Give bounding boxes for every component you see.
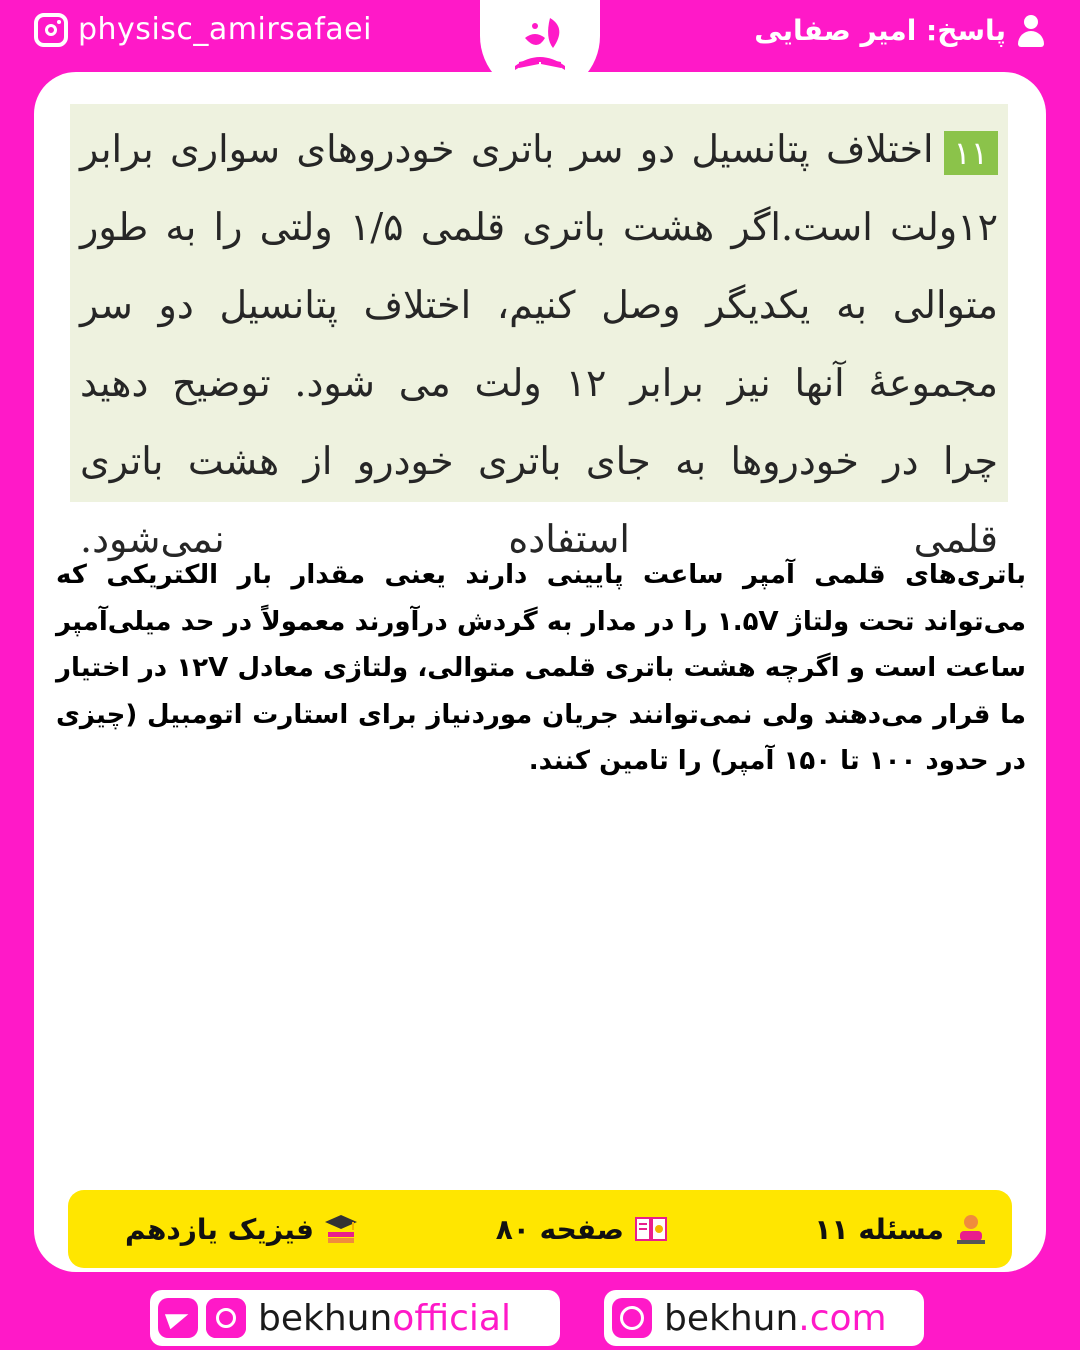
book-label: فیزیک یازدهم [125, 1212, 314, 1246]
answer-author-label: پاسخ: امیر صفایی [754, 14, 1006, 47]
user-icon [1016, 15, 1046, 47]
instagram-icon [206, 1298, 246, 1338]
logo [480, 0, 600, 96]
bottom-links [0, 1290, 1080, 1346]
social-handle: bekhunofficial [258, 1297, 511, 1339]
question-number: ۱۱ [944, 131, 998, 175]
problem-number [814, 1190, 988, 1268]
globe-icon [612, 1298, 652, 1338]
problem-label: مسئله ۱۱ [814, 1212, 944, 1246]
book-icon [634, 1212, 668, 1246]
answer-text: باتری‌های قلمی آمپر ساعت پایینی دارند یعنی مقدار بار الکتریکی که می‌تواند تحت ولتاژ ۱.۵V را در مدار به گردش درآورند معمولاً در حد میلی‌آمپر ساعت است و اگرچه هشت باتری قلمی متوالی، ولتاژی معادل ۱۲V در اختیار ما قرار می‌دهند ولی نمی‌توانند جریان موردنیاز برای استارت اتومبیل (چیزی در حدود ۱۰۰ تا ۱۵۰ آمپر) را تامین کنند. [56, 560, 1026, 776]
answer-author [754, 14, 1046, 47]
question-box [70, 104, 1008, 561]
logo-icon [495, 8, 585, 88]
instagram-handle: physisc_amirsafaei [78, 12, 372, 47]
graduation-cap-icon [324, 1212, 358, 1246]
page-label: صفحه ۸۰ [495, 1212, 624, 1246]
instagram-icon [34, 13, 68, 47]
social-link[interactable] [150, 1290, 560, 1346]
website-link[interactable] [604, 1290, 924, 1346]
instagram-handle-group[interactable] [34, 12, 372, 47]
book-title [125, 1190, 358, 1268]
info-bar [68, 1190, 1012, 1268]
website-url: bekhun.com [664, 1297, 887, 1339]
teacher-icon [954, 1212, 988, 1246]
page-number [496, 1190, 668, 1268]
question-text: اختلاف پتانسیل دو سر باتری خودروهای سواری برابر ۱۲ولت است.اگر هشت باتری قلمی ۱/۵ ولتی را به طور متوالی به یکدیگر وصل کنیم، اختلاف پتانسیل دو سر مجموعهٔ آنها نیز برابر ۱۲ ولت می شود. توضیح دهید چرا در خودروها به جای باتری خودرو از هشت باتری قلمی استفاده نمی‌شود. [80, 127, 999, 561]
telegram-icon [158, 1298, 198, 1338]
question-text-block [70, 110, 1008, 578]
